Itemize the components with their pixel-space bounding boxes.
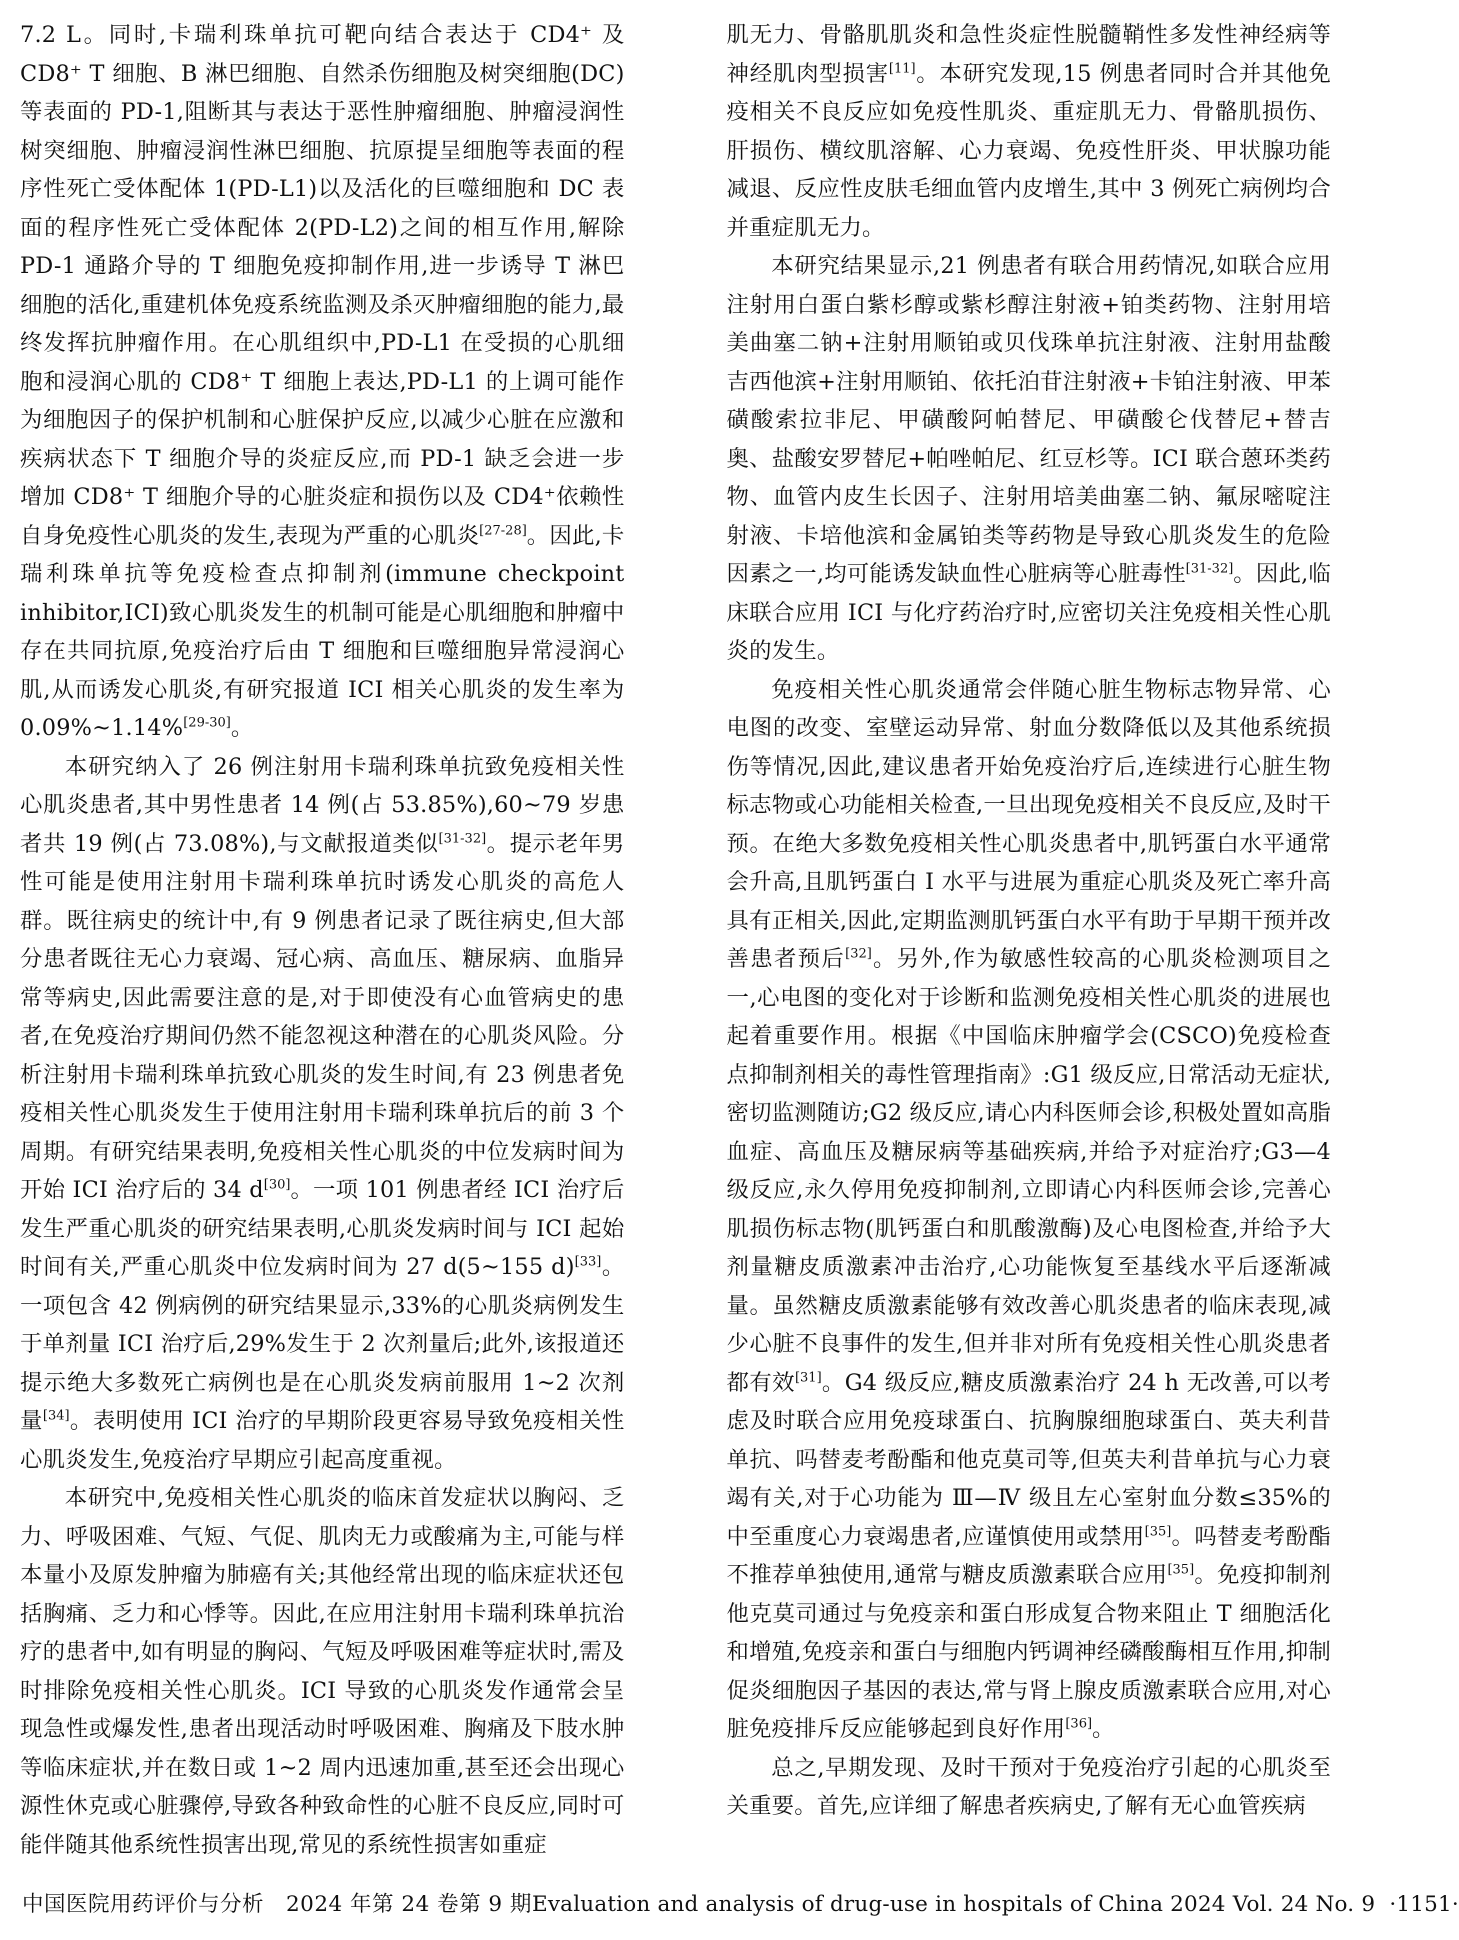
citation-ref: [31-32] [1185, 561, 1234, 577]
paragraph: 肌无力、骨骼肌肌炎和急性炎症性脱髓鞘性多发性神经病等神经肌肉型损害[11]。本研究发现,15 例患者同时合并其他免疫相关不良反应如免疫性肌炎、重症肌无力、骨骼肌损伤、肝损伤、横纹肌溶解、心力衰竭、免疫性肝炎、甲状腺功能减退、反应性皮肤毛细血管内皮增生,其中 3 例死亡病例均合并重症肌无力。 [726, 22, 1331, 241]
paragraph: 总之,早期发现、及时干预对于免疫治疗引起的心肌炎至关重要。首先,应详细了解患者疾病史,了解有无心血管疾病 [726, 1754, 1331, 1819]
paragraph: 免疫相关性心肌炎通常会伴随心脏生物标志物异常、心电图的改变、室壁运动异常、射血分数降低以及其他系统损伤等情况,因此,建议患者开始免疫治疗后,连续进行心脏生物标志物或心功能相关检查,一旦出现免疫相关不良反应,及时干预。在绝大多数免疫相关性心肌炎患者中,肌钙蛋白水平通常会升高,且肌钙蛋白 I 水平与进展为重症心肌炎及死亡率升高具有正相关,因此,定期监测肌钙蛋白水平有助于早期干预并改善患者预后[32]。另外,作为敏感性较高的心肌炎检测项目之一,心电图的变化对于诊断和监测免疫相关性心肌炎的进展也起着重要作用。根据《中国临床肿瘤学会(CSCO)免疫检查点抑制剂相关的毒性管理指南》:G1 级反应,日常活动无症状,密切监测随访;G2 级反应,请心内科医师会诊,积极处置如高脂血症、高血压及糖尿病等基础疾病,并给予对症治疗;G3—4 级反应,永久停用免疫抑制剂,立即请心内科医师会诊,完善心肌损伤标志物(肌钙蛋白和肌酸激酶)及心电图检查,并给予大剂量糖皮质激素冲击治疗,心功能恢复至基线水平后逐渐减量。虽然糖皮质激素能够有效改善心肌炎患者的临床表现,减少心脏不良事件的发生,但并非对所有免疫相关性心肌炎患者都有效[31]。G4 级反应,糖皮质激素治疗 24 h 无改善,可以考虑及时联合应用免疫球蛋白、抗胸腺细胞球蛋白、英夫利昔单抗、吗替麦考酚酯和他克莫司等,但英夫利昔单抗与心力衰竭有关,对于心功能为 Ⅲ—Ⅳ 级且左心室射血分数≤35%的中至重度心力衰竭患者,应谨慎使用或禁用[35]。吗替麦考酚酯不推荐单独使用,通常与糖皮质激素联合应用[35]。免疫抑制剂他克莫司通过与免疫亲和蛋白形成复合物来阻止 T 细胞活化和增殖,免疫亲和蛋白与细胞内钙调神经磷酸酶相互作用,抑制促炎细胞因子基因的表达,常与肾上腺皮质激素联合应用,对心脏免疫排斥反应能够起到良好作用[36]。 [726, 676, 1332, 1742]
citation-ref: [33] [574, 1254, 602, 1270]
paragraph: 本研究中,免疫相关性心肌炎的临床首发症状以胸闷、乏力、呼吸困难、气短、气促、肌肉无力或酸痛为主,可能与样本量小及原发肿瘤为肺癌有关;其他经常出现的临床症状还包括胸痛、乏力和心悸等。因此,在应用注射用卡瑞利珠单抗治疗的患者中,如有明显的胸闷、气短及呼吸困难等症状时,需及时排除免疫相关性心肌炎。ICI 导致的心肌炎发作通常会呈现急性或爆发性,患者出现活动时呼吸困难、胸痛及下肢水肿等临床症状,并在数日或 1~2 周内迅速加重,甚至还会出现心源性休克或心脏骤停,导致各种致命性的心脏不良反应,同时可能伴随其他系统性损害出现,常见的系统性损害如重症 [20, 1485, 625, 1858]
footer-journal-title-cn: 中国医院用药评价与分析 2024 年第 24 卷第 9 期 [22, 1892, 532, 1917]
left-column [20, 16, 625, 1890]
citation-ref: [36] [1065, 1716, 1093, 1732]
citation-ref: [29-30] [183, 715, 231, 731]
paragraph: 本研究结果显示,21 例患者有联合用药情况,如联合应用注射用白蛋白紫杉醇或紫杉醇注射液+铂类药物、注射用培美曲塞二钠+注射用顺铂或贝伐珠单抗注射液、注射用盐酸吉西他滨+注射用顺铂、依托泊苷注射液+卡铂注射液、甲苯磺酸索拉非尼、甲磺酸阿帕替尼、甲磺酸仑伐替尼+替吉奥、盐酸安罗替尼+帕唑帕尼、红豆杉等。ICI 联合蒽环类药物、血管内皮生长因子、注射用培美曲塞二钠、氟尿嘧啶注射液、卡培他滨和金属铂类等药物是导致心肌炎发生的危险因素之一,均可能诱发缺血性心脏病等心脏毒性[31-32]。因此,临床联合应用 ICI 与化疗药治疗时,应密切关注免疫相关性心肌炎的发生。 [726, 253, 1331, 664]
citation-ref: [34] [42, 1408, 70, 1424]
page-footer [20, 1890, 1459, 1940]
citation-ref: [27-28] [479, 523, 527, 539]
citation-ref: [31-32] [438, 831, 487, 847]
citation-ref: [31] [794, 1370, 822, 1386]
two-column-body [20, 16, 1331, 1890]
citation-ref: [30] [263, 1177, 291, 1193]
right-column [727, 16, 1332, 1890]
citation-ref: [32] [845, 946, 872, 962]
footer-journal-title-en: Evaluation and analysis of drug-use in hospitals of China 2024 Vol. 24 No. 9 [531, 1892, 1376, 1917]
paragraph: 7.2 L。同时,卡瑞利珠单抗可靶向结合表达于 CD4⁺ 及 CD8⁺ T 细胞、B 淋巴细胞、自然杀伤细胞及树突细胞(DC)等表面的 PD-1,阻断其与表达于恶性肿瘤细胞、肿瘤浸润性树突细胞、肿瘤浸润性淋巴细胞、抗原提呈细胞等表面的程序性死亡受体配体 1(PD-L1)以及活化的巨噬细胞和 DC 表面的程序性死亡受体配体 2(PD-L2)之间的相互作用,解除 PD-1 通路介导的 T 细胞免疫抑制作用,进一步诱导 T 淋巴细胞的活化,重建机体免疫系统监测及杀灭肿瘤细胞的能力,最终发挥抗肿瘤作用。在心肌组织中,PD-L1 在受损的心肌细胞和浸润心肌的 CD8⁺ T 细胞上表达,PD-L1 的上调可能作为细胞因子的保护机制和心脏保护反应,以减少心脏在应激和疾病状态下 T 细胞介导的炎症反应,而 PD-1 缺乏会进一步增加 CD8⁺ T 细胞介导的心脏炎症和损伤以及 CD4⁺依赖性自身免疫性心肌炎的发生,表现为严重的心肌炎[27-28]。因此,卡瑞利珠单抗等免疫检查点抑制剂(immune checkpoint inhibitor,ICI)致心肌炎发生的机制可能是心肌细胞和肿瘤中存在共同抗原,免疫治疗后由 T 细胞和巨噬细胞异常浸润心肌,从而诱发心肌炎,有研究报道 ICI 相关心肌炎的发生率为 0.09%~1.14%[29-30]。 [20, 22, 625, 741]
paragraph: 本研究纳入了 26 例注射用卡瑞利珠单抗致免疫相关性心肌炎患者,其中男性患者 14 例(占 53.85%),60~79 岁患者共 19 例(占 73.08%),与文献报道类似[31-32]。提示老年男性可能是使用注射用卡瑞利珠单抗时诱发心肌炎的高危人群。既往病史的统计中,有 9 例患者记录了既往病史,但大部分患者既往无心力衰竭、冠心病、高血压、糖尿病、血脂异常等病史,因此需要注意的是,对于即使没有心血管病史的患者,在免疫治疗期间仍然不能忽视这种潜在的心肌炎风险。分析注射用卡瑞利珠单抗致心肌炎的发生时间,有 23 例患者免疫相关性心肌炎发生于使用注射用卡瑞利珠单抗后的前 3 个周期。有研究结果表明,免疫相关性心肌炎的中位发病时间为开始 ICI 治疗后的 34 d[30]。一项 101 例患者经 ICI 治疗后发生严重心肌炎的研究结果表明,心肌炎发病时间与 ICI 起始时间有关,严重心肌炎中位发病时间为 27 d(5~155 d)[33]。一项包含 42 例病例的研究结果显示,33%的心肌炎病例发生于单剂量 ICI 治疗后,29%发生于 2 次剂量后;此外,该报道还提示绝大多数死亡病例也是在心肌炎发病前服用 1~2 次剂量[34]。表明使用 ICI 治疗的早期阶段更容易导致免疫相关性心肌炎发生,免疫治疗早期应引起高度重视。 [20, 753, 625, 1473]
citation-ref: [35] [1144, 1524, 1172, 1540]
citation-ref: [11] [888, 61, 916, 77]
footer-right [532, 1890, 1459, 1920]
citation-ref: [35] [1167, 1562, 1195, 1578]
page-number: ·1151· [1389, 1892, 1459, 1917]
